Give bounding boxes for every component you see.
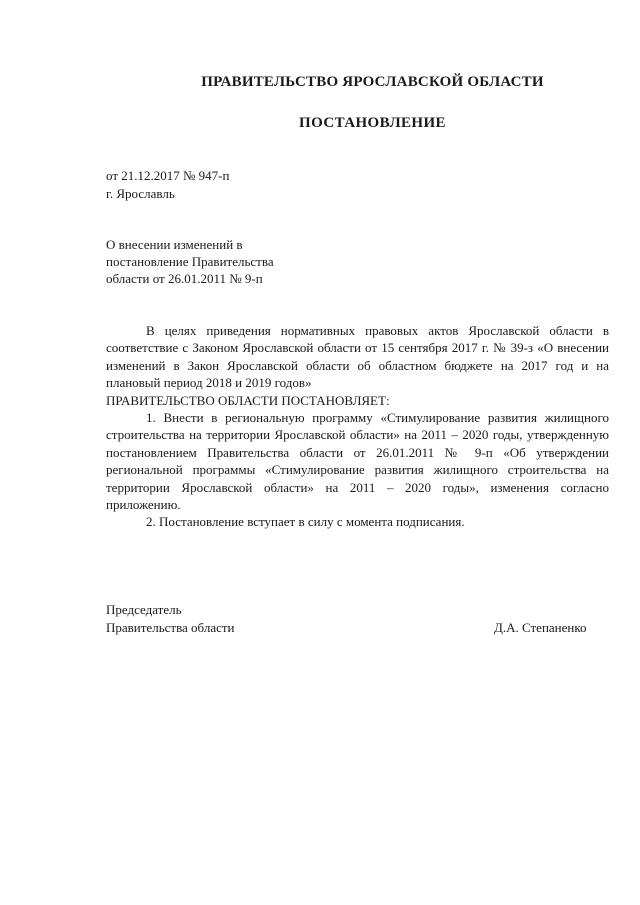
document-meta	[106, 167, 229, 203]
signature-title-line: Председатель	[106, 602, 182, 617]
subject-line: области от 26.01.2011 № 9-п	[106, 271, 263, 286]
document-subject	[106, 236, 274, 287]
city: г. Ярославль	[106, 186, 175, 201]
resolves-line: ПРАВИТЕЛЬСТВО ОБЛАСТИ ПОСТАНОВЛЯЕТ:	[106, 392, 390, 408]
subject-line: О внесении изменений в	[106, 237, 243, 252]
document-type-heading: ПОСТАНОВЛЕНИЕ	[299, 115, 446, 131]
subject-line: постановление Правительства	[106, 254, 274, 269]
item-1-paragraph: 1. Внести в региональную программу «Стимулирование развития жилищного строительства на территории Ярославской области» на 2011 – 2020 годы, утвержденную постановлением Правительства области от 26.01.2011 № 9-п «Об утверждении региональной программы «Стимулирование развития жилищного строительства на территории Ярославской области» на 2011 – 2020 годы», изменения согласно приложению.	[106, 410, 609, 513]
signature-title-line: Правительства области	[106, 620, 235, 635]
item-2-paragraph: 2. Постановление вступает в силу с момента подписания.	[146, 514, 465, 530]
signature-name: Д.А. Степаненко	[494, 620, 587, 635]
signature-title	[106, 601, 235, 637]
organization-heading: ПРАВИТЕЛЬСТВО ЯРОСЛАВСКОЙ ОБЛАСТИ	[201, 74, 544, 90]
document-body	[106, 322, 609, 531]
preamble-paragraph: В целях приведения нормативных правовых актов Ярославской области в соответствие с Законом Ярославской области от 15 сентября 2017 г. № 39-з «О внесении изменений в Закон Ярославской области об областном бюджете на 2017 год и на плановый период 2018 и 2019 годов»	[106, 323, 609, 391]
date-number: от 21.12.2017 № 947-п	[106, 168, 230, 183]
